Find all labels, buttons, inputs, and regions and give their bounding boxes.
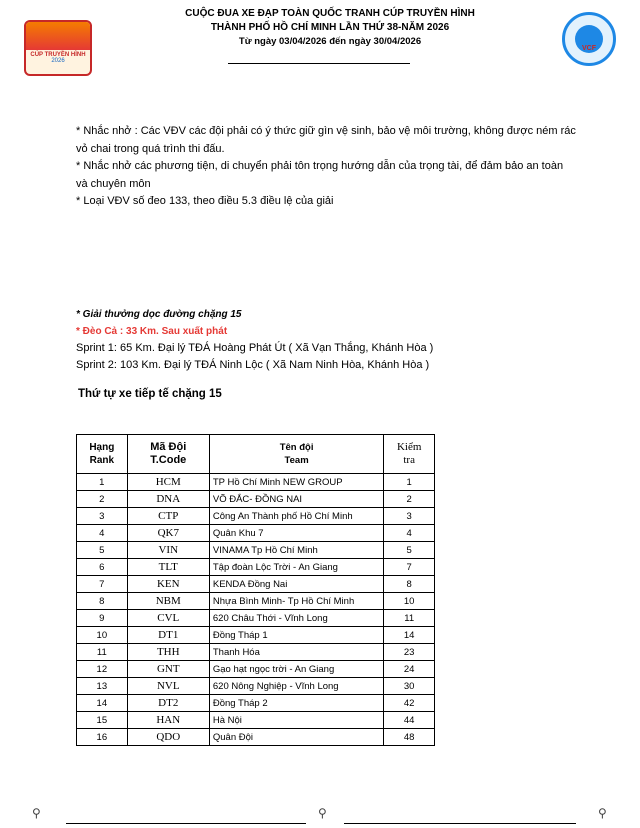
team-cell: Thanh Hóa [209,644,383,661]
footer-line-right [344,823,576,824]
code-cell: KEN [127,576,209,593]
section-title: Thứ tự xe tiếp tế chặng 15 [78,388,222,400]
table-row [77,729,435,746]
check-cell: 23 [384,644,435,661]
check-cell: 4 [384,525,435,542]
code-cell: THH [127,644,209,661]
table-row [77,661,435,678]
header-dates: Từ ngày 03/04/2026 đến ngày 30/04/2026 [238,36,422,47]
check-cell: 1 [384,474,435,491]
header-team-en: Team [284,455,309,466]
document-header [130,7,530,49]
check-cell: 2 [384,491,435,508]
team-cell: 620 Châu Thới - Vĩnh Long [209,610,383,627]
check-cell: 24 [384,661,435,678]
table-row [77,627,435,644]
table-row [77,508,435,525]
rank-cell: 8 [77,593,128,610]
header-code [127,435,209,474]
table-row [77,644,435,661]
federation-logo [562,12,616,66]
logo-emblem [26,22,90,50]
code-cell: NBM [127,593,209,610]
rank-cell: 9 [77,610,128,627]
logo-left-year: 2026 [51,58,65,64]
header-check-1: Kiểm [396,441,422,453]
rank-cell: 11 [77,644,128,661]
team-cell: Công An Thành phố Hồ Chí Minh [209,508,383,525]
support-vehicle-table [76,434,435,746]
team-cell: Tập đoàn Lộc Trời - An Giang [209,559,383,576]
rank-cell: 5 [77,542,128,559]
rank-cell: 12 [77,661,128,678]
header-team-vi: Tên đội [279,442,314,453]
team-cell: Đồng Tháp 2 [209,695,383,712]
code-cell: HCM [127,474,209,491]
note-line: * Nhắc nhở : Các VĐV các đội phải có ý thức giữ gìn vệ sinh, bảo vệ môi trường, không được ném rác [76,125,576,137]
table-row [77,712,435,729]
check-cell: 14 [384,627,435,644]
header-check-2: tra [403,454,415,466]
note-line: và chuyên môn [76,177,151,190]
rank-cell: 7 [77,576,128,593]
team-cell: VÕ ĐẮC- ĐỒNG NAI [209,491,383,508]
header-line-1: CUỘC ĐUA XE ĐẠP TOÀN QUỐC TRANH CÚP TRUYỀN HÌNH [185,8,475,19]
check-cell: 7 [384,559,435,576]
sprint-1: Sprint 1: 65 Km. Đại lý TĐÁ Hoàng Phát Út ( Xã Vạn Thắng, Khánh Hòa ) [76,342,434,354]
header-code-en: T.Code [150,454,187,466]
cyclist-footer-icon: ⚲ [318,806,327,820]
table-row [77,542,435,559]
check-cell: 44 [384,712,435,729]
code-cell: VIN [127,542,209,559]
header-code-vi: Mã Đội [150,441,187,453]
prizes-section [76,306,596,374]
rank-cell: 2 [77,491,128,508]
team-cell: Gạo hạt ngọc trời - An Giang [209,661,383,678]
check-cell: 10 [384,593,435,610]
prizes-heading: * Giải thưởng dọc đường chặng 15 [76,309,242,320]
check-cell: 5 [384,542,435,559]
check-cell: 42 [384,695,435,712]
note-line: * Nhắc nhở các phương tiện, di chuyển phải tôn trọng hướng dẫn của trọng tài, để đảm bảo an toàn [76,160,564,172]
logo-left-text: CÚP TRUYỀN HÌNH [30,52,86,58]
check-cell: 8 [384,576,435,593]
tournament-logo [24,20,92,76]
rank-cell: 4 [77,525,128,542]
table-row [77,559,435,576]
rank-cell: 16 [77,729,128,746]
header-rank-vi: Hạng [89,442,115,453]
check-cell: 11 [384,610,435,627]
team-cell: TP Hồ Chí Minh NEW GROUP [209,474,383,491]
check-cell: 48 [384,729,435,746]
code-cell: DNA [127,491,209,508]
rank-cell: 6 [77,559,128,576]
table-row [77,593,435,610]
team-cell: VINAMA Tp Hồ Chí Minh [209,542,383,559]
header-team [209,435,383,474]
cyclist-footer-icon: ⚲ [598,806,607,820]
team-cell: Đồng Tháp 1 [209,627,383,644]
table-row [77,576,435,593]
note-line: vỏ chai trong quá trình thi đấu. [76,142,225,155]
rank-cell: 13 [77,678,128,695]
team-cell: 620 Nông Nghiệp - Vĩnh Long [209,678,383,695]
rank-cell: 1 [77,474,128,491]
table-header-row [77,435,435,474]
sprint-2: Sprint 2: 103 Km. Đại lý TĐÁ Ninh Lộc ( Xã Nam Ninh Hòa, Khánh Hòa ) [76,359,430,371]
table-row [77,695,435,712]
table-row [77,678,435,695]
header-rank [77,435,128,474]
code-cell: DT2 [127,695,209,712]
table-row [77,491,435,508]
rank-cell: 15 [77,712,128,729]
check-cell: 3 [384,508,435,525]
table-body [77,474,435,746]
footer-line-left [66,823,306,824]
note-line: * Loại VĐV số đeo 133, theo điều 5.3 điều lệ của giải [76,195,334,207]
header-line-2: THÀNH PHỐ HỒ CHÍ MINH LẦN THỨ 38-NĂM 2026 [210,22,450,33]
team-cell: Hà Nội [209,712,383,729]
code-cell: CVL [127,610,209,627]
team-cell: Quân Khu 7 [209,525,383,542]
code-cell: DT1 [127,627,209,644]
climb-prize: * Đèo Cả : 33 Km. Sau xuất phát [76,326,228,337]
notes-section [76,123,596,211]
rank-cell: 3 [77,508,128,525]
code-cell: GNT [127,661,209,678]
header-check [384,435,435,474]
code-cell: NVL [127,678,209,695]
code-cell: HAN [127,712,209,729]
code-cell: QK7 [127,525,209,542]
rank-cell: 10 [77,627,128,644]
table-row [77,525,435,542]
code-cell: TLT [127,559,209,576]
code-cell: QDO [127,729,209,746]
logo-right-text: VCF [582,45,596,52]
header-rank-en: Rank [89,455,115,466]
team-cell: KENDA Đồng Nai [209,576,383,593]
code-cell: CTP [127,508,209,525]
table-row [77,474,435,491]
check-cell: 30 [384,678,435,695]
team-cell: Nhựa Bình Minh- Tp Hồ Chí Minh [209,593,383,610]
table-row [77,610,435,627]
header-divider [228,63,410,64]
team-cell: Quân Đội [209,729,383,746]
rank-cell: 14 [77,695,128,712]
cyclist-footer-icon: ⚲ [32,806,41,820]
